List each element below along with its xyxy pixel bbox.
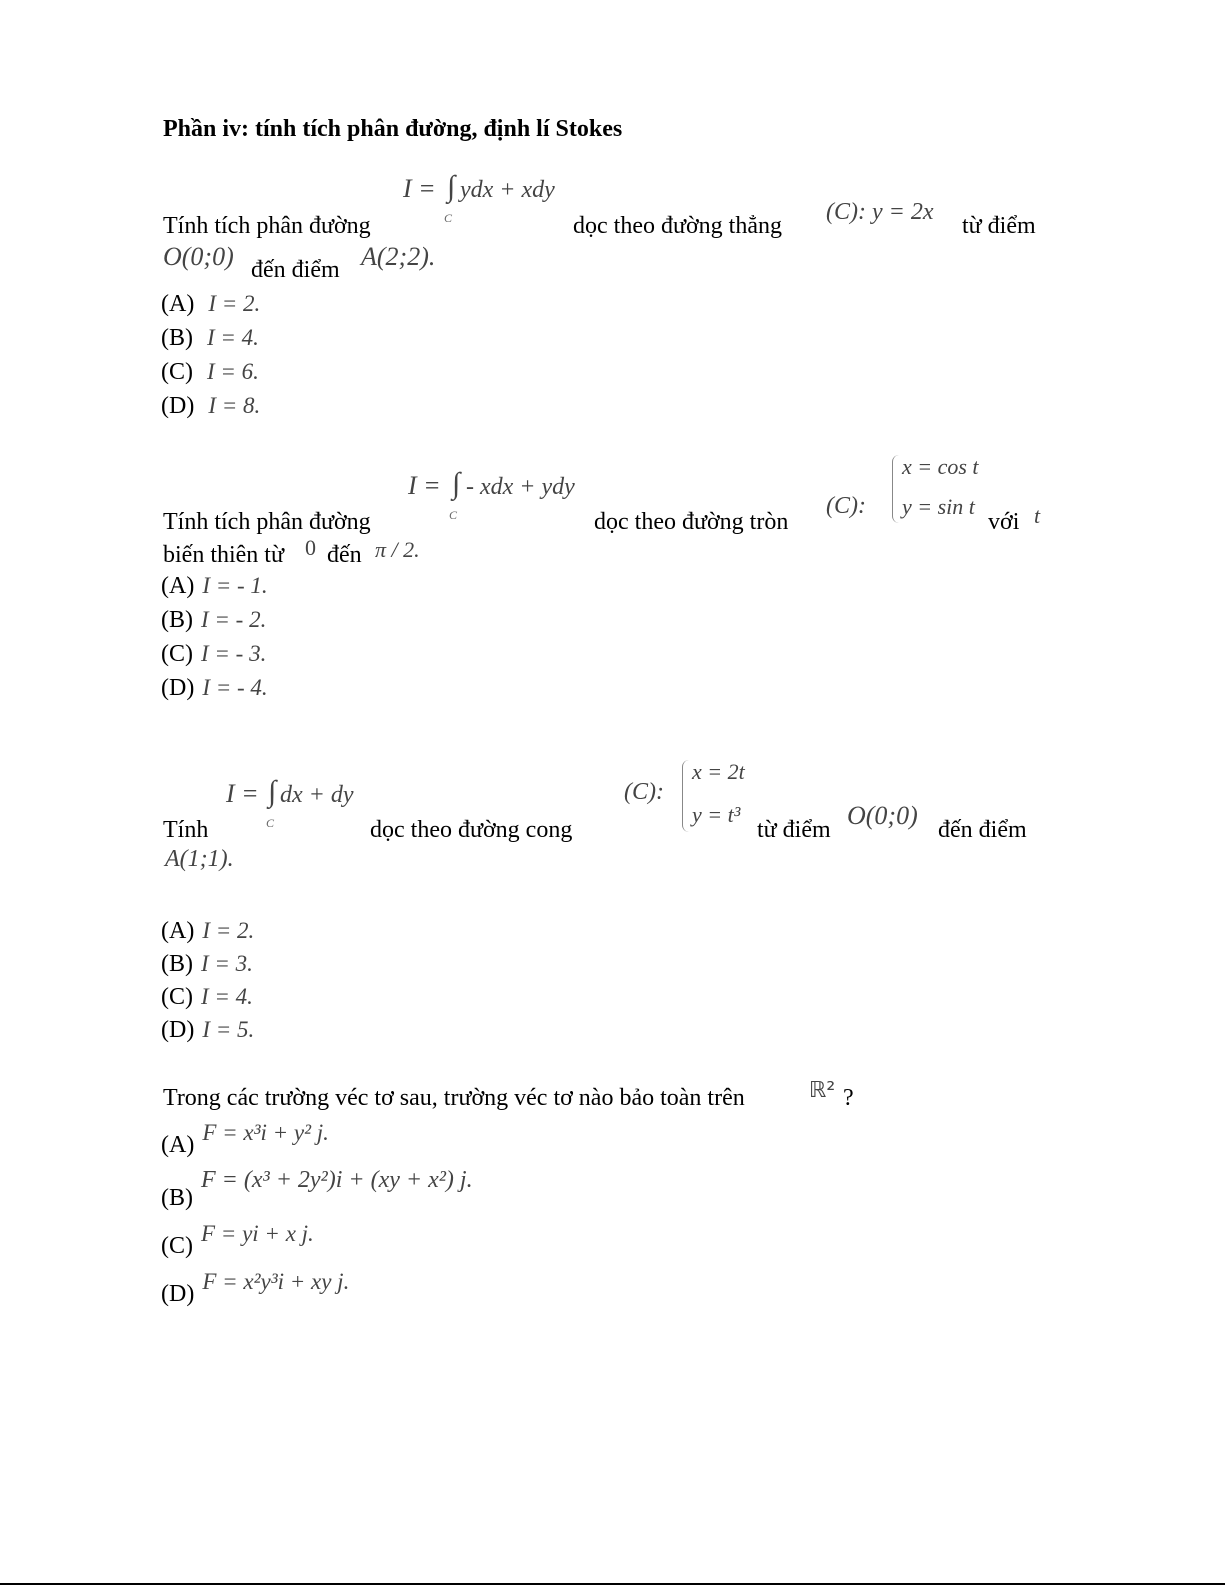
q1-option-a [161, 292, 260, 316]
q3-integral-sub: C [266, 816, 275, 830]
q3-integral-lhs: I = [226, 779, 259, 808]
q2-integrand: - xdx + ydy [466, 474, 575, 500]
q2-integral-sub: C [449, 508, 458, 522]
option-value: I = - 3. [201, 641, 267, 666]
option-label: (C) [161, 641, 193, 667]
q3-point-a: A(1;1). [165, 846, 234, 872]
q4-option-d [161, 1269, 350, 1307]
q4-option-b [161, 1167, 473, 1211]
page-title: Phần iv: tính tích phân đường, định lí Stokes [163, 116, 623, 142]
q3-text-1: Tính [163, 817, 209, 843]
q3-integral-sign: ∫ [268, 775, 277, 808]
q1-option-d [161, 394, 260, 418]
q3-text-2: dọc theo đường cong [370, 817, 573, 843]
q1-integral-sub: C [444, 211, 453, 225]
q2-integral-lhs: I = [408, 471, 441, 500]
option-value: F = (x³ + 2y²)i + (xy + x²) j. [201, 1167, 473, 1193]
option-label: (B) [161, 951, 193, 977]
q4-option-c [161, 1221, 314, 1259]
option-value: F = yi + x j. [201, 1221, 314, 1246]
q3-text-4: đến điểm [938, 817, 1027, 843]
q3-integrand: dx + dy [280, 782, 354, 808]
q3-point-o: O(0;0) [847, 801, 918, 830]
q2-option-c [161, 642, 266, 666]
q2-text-4: biến thiên từ [163, 542, 284, 568]
q1-text-3: từ điểm [962, 213, 1036, 239]
option-label: (A) [161, 573, 195, 599]
option-label: (D) [161, 1017, 195, 1043]
q2-text-1: Tính tích phân đường [163, 509, 371, 535]
option-value: I = 2. [208, 291, 261, 316]
option-value: I = 8. [208, 393, 261, 418]
q2-option-d [161, 676, 268, 700]
q2-system-line-2: y = sin t [902, 494, 975, 519]
q4-text-2: ? [843, 1085, 854, 1111]
q2-curve-name: (C): [826, 493, 866, 519]
q1-integral-lhs: I = [403, 174, 436, 203]
option-value: I = 3. [201, 951, 253, 976]
q1-point-a: A(2;2). [361, 242, 436, 271]
q4-option-a [161, 1120, 329, 1158]
option-value: F = x³i + y² j. [202, 1120, 329, 1145]
q4-text-1: Trong các trường véc tơ sau, trường véc tơ nào bảo toàn trên [163, 1085, 745, 1111]
q1-integrand: ydx + xdy [460, 177, 555, 203]
option-value: I = 5. [202, 1017, 255, 1042]
option-label: (B) [161, 1185, 193, 1211]
option-label: (A) [161, 1132, 195, 1158]
option-label: (A) [161, 291, 195, 317]
option-label: (C) [161, 1233, 193, 1259]
q3-option-c [161, 985, 253, 1009]
q2-integral-sign: ∫ [452, 467, 461, 500]
q1-text-1: Tính tích phân đường [163, 213, 371, 239]
q2-option-a [161, 574, 268, 598]
q4-space: ℝ² [809, 1078, 836, 1103]
q2-option-b [161, 608, 266, 632]
q1-option-b [161, 326, 259, 350]
q3-system-line-1: x = 2t [692, 759, 745, 784]
option-label: (B) [161, 325, 193, 351]
option-value: I = - 4. [202, 675, 268, 700]
option-label: (D) [161, 393, 195, 419]
q2-text-5: đến [327, 542, 362, 568]
q2-text-3: với [988, 509, 1020, 535]
option-label: (C) [161, 984, 193, 1010]
option-value: I = 4. [201, 984, 253, 1009]
q3-system-brace [682, 760, 689, 832]
q3-system-line-2: y = t³ [692, 802, 741, 827]
q2-from: 0 [305, 535, 316, 560]
option-value: I = 2. [202, 918, 255, 943]
q2-text-2: dọc theo đường tròn [594, 509, 789, 535]
q2-system-line-1: x = cos t [902, 454, 979, 479]
option-value: I = - 1. [202, 573, 268, 598]
q1-text-4: đến điểm [251, 257, 340, 283]
option-value: I = - 2. [201, 607, 267, 632]
option-value: I = 6. [207, 359, 259, 384]
option-label: (D) [161, 1281, 195, 1307]
option-label: (B) [161, 607, 193, 633]
option-label: (A) [161, 918, 195, 944]
option-value: F = x²y³i + xy j. [202, 1269, 350, 1294]
option-label: (C) [161, 359, 193, 385]
q1-curve: (C): y = 2x [826, 199, 934, 225]
q3-option-d [161, 1018, 254, 1042]
option-value: I = 4. [207, 325, 259, 350]
q1-integral-sign: ∫ [447, 170, 456, 203]
q3-curve-name: (C): [624, 779, 664, 805]
q3-text-3: từ điểm [757, 817, 831, 843]
q1-option-c [161, 360, 259, 384]
q1-point-o: O(0;0) [163, 242, 234, 271]
q1-text-2: dọc theo đường thẳng [573, 213, 782, 239]
q2-system-brace [892, 455, 899, 523]
q3-option-b [161, 952, 253, 976]
q2-variable: t [1034, 503, 1041, 528]
q2-to: π / 2. [375, 537, 420, 562]
q3-option-a [161, 919, 254, 943]
option-label: (D) [161, 675, 195, 701]
